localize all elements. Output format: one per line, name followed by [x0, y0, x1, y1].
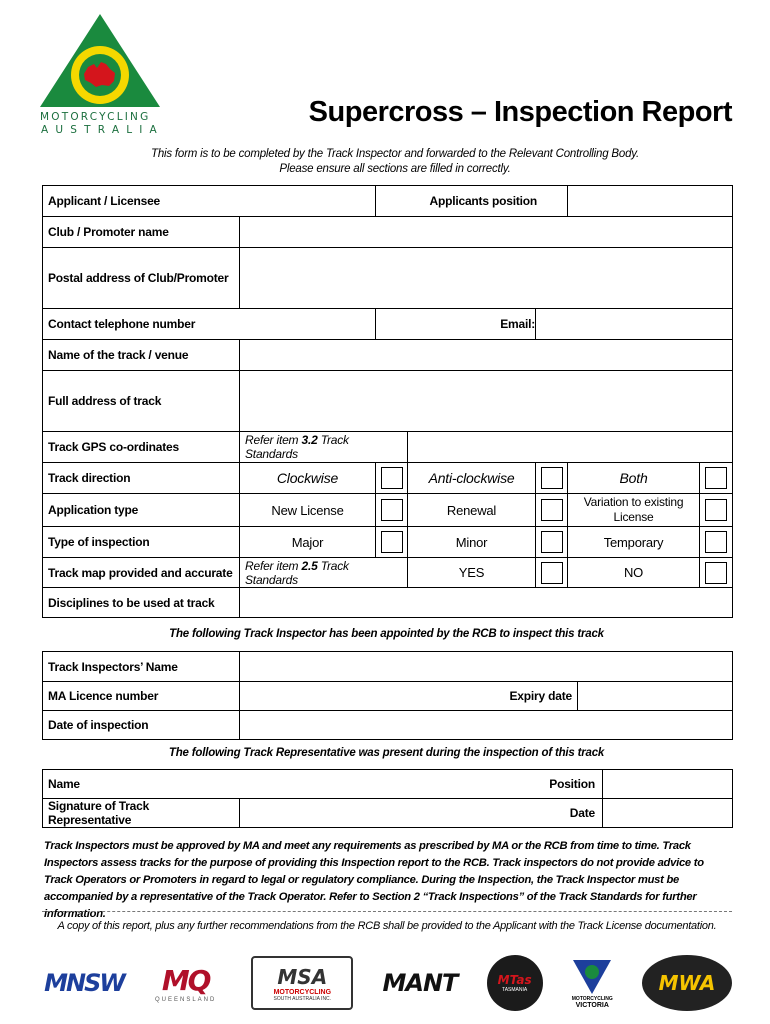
logo-text-line2: AUSTRALIA — [41, 124, 164, 136]
applicants-position-field[interactable] — [568, 186, 733, 217]
expiry-field[interactable] — [578, 682, 733, 711]
inspector-notice: Track Inspectors must be approved by MA and meet any requirements as prescribed by MA or the RCB from time to time. Track Inspectors assess tracks for the purpose of providing this Inspection report to the RCB. Track inspectors do not provide advice to Track Operators or Promoters in regard to legal or regulatory compliance. During the Inspection, the Track Inspector must be accompanied by a representative of the Track Operator. Refer to Section 2 “Track Inspections” of the Track Standards for further information. — [44, 840, 704, 920]
option-yes: YES — [408, 558, 536, 588]
disciplines-label: Disciplines to be used at track — [43, 588, 240, 618]
app-type-label: Application type — [43, 494, 240, 527]
mnsw-logo: MNSW — [44, 969, 124, 997]
track-name-field[interactable] — [240, 340, 733, 371]
option-temporary: Temporary — [568, 527, 700, 558]
track-address-field[interactable] — [240, 371, 733, 432]
mq-logo — [142, 964, 230, 1003]
rep-signature-label: Signature of Track Representative — [43, 799, 240, 828]
no-checkbox[interactable] — [705, 562, 727, 584]
inspection-date-field[interactable] — [240, 711, 733, 740]
renewal-checkbox[interactable] — [541, 499, 563, 521]
representative-table — [42, 769, 733, 828]
victoria-logo-sub2: VICTORIA — [575, 1001, 609, 1009]
inspector-name-field[interactable] — [240, 652, 733, 682]
expiry-label: Expiry date — [240, 682, 578, 711]
inspection-date-label: Date of inspection — [43, 711, 240, 740]
map-label: Track map provided and accurate — [43, 558, 240, 588]
applicant-details-table — [42, 185, 733, 618]
club-label: Club / Promoter name — [43, 217, 240, 248]
email-field[interactable] — [536, 309, 733, 340]
postal-label: Postal address of Club/Promoter — [43, 248, 240, 309]
mq-logo-sub: QUEENSLAND — [154, 996, 217, 1003]
licence-label: MA Licence number — [43, 682, 240, 711]
representative-section-heading: The following Track Representative was present during the inspection of this track — [168, 747, 605, 759]
victoria-logo — [564, 958, 620, 1009]
applicant-label: Applicant / Licensee — [43, 186, 376, 217]
option-no: NO — [568, 558, 700, 588]
option-minor: Minor — [408, 527, 536, 558]
inspector-section-heading: The following Track Inspector has been appointed by the RCB to inspect this track — [169, 628, 604, 640]
msa-logo-sub: MOTORCYCLING — [273, 988, 332, 996]
mtas-logo-sub: TASMANIA — [502, 987, 528, 993]
option-renewal: Renewal — [408, 494, 536, 527]
gps-field[interactable] — [408, 432, 733, 463]
mtas-logo-text: MTas — [497, 973, 532, 987]
logo-text-line1: MOTORCYCLING — [40, 111, 151, 123]
option-major: Major — [240, 527, 376, 558]
anticlockwise-checkbox[interactable] — [541, 467, 563, 489]
applicants-position-label: Applicants position — [376, 186, 568, 217]
direction-label: Track direction — [43, 463, 240, 494]
option-clockwise: Clockwise — [240, 463, 376, 494]
option-variation: Variation to existing License — [568, 494, 700, 527]
victoria-logo-sub1: MOTORCYCLING — [571, 995, 613, 1002]
mwa-logo-text: MWA — [658, 971, 716, 995]
rep-name-position-cell — [43, 770, 603, 799]
option-new-license: New License — [240, 494, 376, 527]
clockwise-checkbox[interactable] — [381, 467, 403, 489]
rep-date-field[interactable] — [603, 799, 733, 828]
rep-position-label: Position — [549, 777, 595, 791]
mant-logo: MANT — [382, 969, 458, 997]
msa-logo — [251, 956, 353, 1010]
state-logos-row — [44, 950, 732, 1016]
footnote: A copy of this report, plus any further recommendations from the RCB shall be provided to the Applicant with the Track License documentation. — [57, 920, 717, 932]
inspector-name-label: Track Inspectors’ Name — [43, 652, 240, 682]
intro-line-1: This form is to be completed by the Track Inspector and forwarded to the Relevant Controlling Body. — [151, 148, 639, 160]
page-title: Supercross – Inspection Report — [308, 96, 732, 128]
mq-logo-text: MQ — [161, 963, 210, 997]
divider — [42, 911, 732, 912]
club-field[interactable] — [240, 217, 733, 248]
victoria-shield-icon — [571, 958, 613, 996]
gps-label: Track GPS co-ordinates — [43, 432, 240, 463]
msa-logo-sub2: SOUTH AUSTRALIA INC. — [273, 995, 332, 1002]
option-anticlockwise: Anti-clockwise — [408, 463, 536, 494]
map-reference: Refer item 2.5 Track Standards — [240, 558, 408, 588]
postal-field[interactable] — [240, 248, 733, 309]
mwa-logo — [642, 955, 732, 1011]
yes-checkbox[interactable] — [541, 562, 563, 584]
minor-checkbox[interactable] — [541, 531, 563, 553]
msa-logo-text: MSA — [277, 964, 328, 989]
track-name-label: Name of the track / venue — [43, 340, 240, 371]
email-label: Email: — [376, 309, 536, 340]
temporary-checkbox[interactable] — [705, 531, 727, 553]
both-checkbox[interactable] — [705, 467, 727, 489]
insp-type-label: Type of inspection — [43, 527, 240, 558]
rep-position-field[interactable] — [603, 770, 733, 799]
rep-name-label: Name — [48, 777, 80, 791]
phone-label: Contact telephone number — [43, 309, 376, 340]
intro-line-2: Please ensure all sections are filled in correctly. — [279, 163, 511, 175]
major-checkbox[interactable] — [381, 531, 403, 553]
gps-reference: Refer item 3.2 Track Standards — [240, 432, 408, 463]
rep-date-label: Date — [240, 799, 603, 828]
new-license-checkbox[interactable] — [381, 499, 403, 521]
disciplines-field[interactable] — [240, 588, 733, 618]
variation-checkbox[interactable] — [705, 499, 727, 521]
option-both: Both — [568, 463, 700, 494]
mtas-logo — [487, 955, 543, 1011]
inspector-table — [42, 651, 733, 740]
track-address-label: Full address of track — [43, 371, 240, 432]
